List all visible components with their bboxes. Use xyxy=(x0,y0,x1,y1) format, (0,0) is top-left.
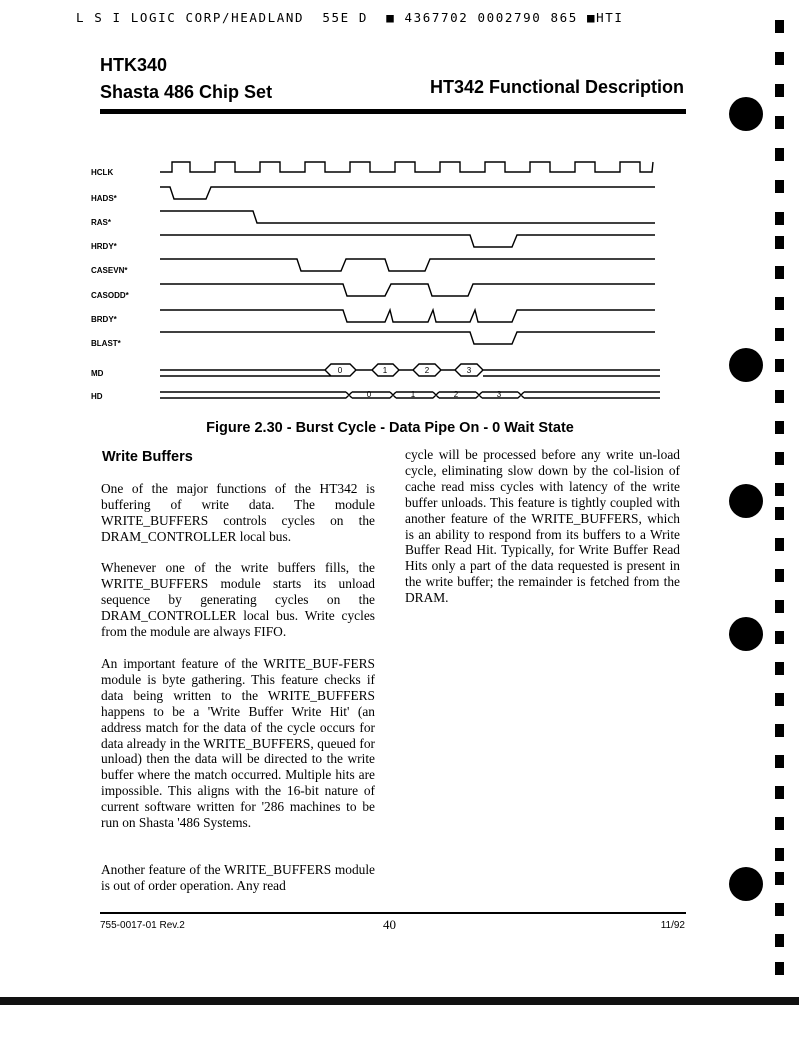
waveform-casodd xyxy=(160,284,655,296)
paragraph-1: One of the major functions of the HT342 is buffering of write data. The module WRITE_BUFFERS controls cycles on the DRAM_CONTROLLER local bus. xyxy=(101,481,375,544)
waveform-blast xyxy=(160,332,655,344)
signal-label-ras: RAS* xyxy=(91,218,112,227)
figure-caption: Figure 2.30 - Burst Cycle - Data Pipe On - 0 Wait State xyxy=(206,420,574,436)
timing-waveforms xyxy=(0,0,799,420)
signal-label-hads: HADS* xyxy=(91,194,117,203)
margin-mark xyxy=(775,180,784,193)
margin-mark xyxy=(775,600,784,613)
binder-hole xyxy=(729,617,763,651)
margin-mark xyxy=(775,483,784,496)
footer-date: 11/92 xyxy=(660,920,685,931)
margin-mark xyxy=(775,390,784,403)
margin-mark xyxy=(775,452,784,465)
hd-value-3: 3 xyxy=(496,390,502,399)
margin-mark xyxy=(775,212,784,225)
signal-label-hd: HD xyxy=(91,392,103,401)
margin-mark xyxy=(775,848,784,861)
page-number: 40 xyxy=(383,917,396,932)
margin-mark xyxy=(775,328,784,341)
margin-mark xyxy=(775,148,784,161)
signal-label-hclk: HCLK xyxy=(91,168,114,177)
signal-label-blast: BLAST* xyxy=(91,339,121,348)
margin-mark xyxy=(775,266,784,279)
waveform-brdy xyxy=(160,310,655,322)
paragraph-4: Another feature of the WRITE_BUFFERS module is out of order operation. Any read xyxy=(101,862,375,893)
margin-mark xyxy=(775,421,784,434)
margin-mark xyxy=(775,903,784,916)
binder-hole xyxy=(729,867,763,901)
binder-hole xyxy=(729,97,763,131)
margin-mark xyxy=(775,934,784,947)
margin-mark xyxy=(775,786,784,799)
signal-label-md: MD xyxy=(91,369,104,378)
product-title: Shasta 486 Chip Set xyxy=(100,82,273,102)
waveform-hrdy xyxy=(160,235,655,247)
margin-mark xyxy=(775,359,784,372)
footer-rule xyxy=(100,912,686,914)
binder-hole xyxy=(729,484,763,518)
signal-label-casodd: CASODD* xyxy=(91,291,129,300)
waveform-hads xyxy=(160,187,655,199)
margin-mark xyxy=(775,507,784,520)
margin-mark xyxy=(775,84,784,97)
timing-diagram xyxy=(0,0,799,420)
margin-mark xyxy=(775,52,784,65)
md-value-2: 2 xyxy=(424,366,430,375)
margin-mark xyxy=(775,817,784,830)
waveform-casevn xyxy=(160,259,655,271)
scan-bottom-bar xyxy=(0,997,799,1005)
margin-mark xyxy=(775,662,784,675)
margin-mark xyxy=(775,116,784,129)
section-title: HT342 Functional Description xyxy=(429,77,684,97)
paragraph-5: cycle will be processed before any write un-load cycle, eliminating slow down by the col-lision of cache read miss cycles with latency of the write buffer unloads. This feature is tightly coupled with another feature of the WRITE_BUFFERS, which is an ability to respond from its buffers to a Write Buffer Read Hit. Typically, for Write Buffer Read Hits only a part of the data requested is present in the write buffer; the remainder is fetched from the DRAM. xyxy=(405,447,680,606)
md-value-3: 3 xyxy=(466,366,472,375)
scan-header-line: L S I LOGIC CORP/HEADLAND 55E D ■ 4367702 0002790 865 ■HTI xyxy=(76,10,624,25)
paragraph-3: An important feature of the WRITE_BUF-FERS module is byte gathering. This feature checks if data being written to the WRITE_BUFFERS happens to be a 'Write Buffer Write Hit' (an address match for the data of the cycle occurs for data already in the WRITE_BUFFERS, queued for unload) then the data will be directed to the write buffer where the match occurred. Multiple hits are impossible. This aligns with the 16-bit nature of current software written for '286 machines to be run on Shasta '486 Systems. xyxy=(101,656,375,831)
margin-mark xyxy=(775,297,784,310)
signal-label-brdy: BRDY* xyxy=(91,315,117,324)
margin-mark xyxy=(775,631,784,644)
binder-hole xyxy=(729,348,763,382)
margin-mark xyxy=(775,20,784,33)
hd-value-1: 1 xyxy=(410,390,416,399)
margin-mark xyxy=(775,872,784,885)
hd-value-2: 2 xyxy=(453,390,459,399)
margin-mark xyxy=(775,569,784,582)
signal-label-hrdy: HRDY* xyxy=(91,242,117,251)
md-value-0: 0 xyxy=(337,366,343,375)
margin-mark xyxy=(775,724,784,737)
waveform-ras xyxy=(160,211,655,223)
doc-number: 755-0017-01 Rev.2 xyxy=(100,920,185,931)
signal-label-casevn: CASEVN* xyxy=(91,266,128,275)
waveform-hclk xyxy=(160,162,653,172)
paragraph-2: Whenever one of the write buffers fills, the WRITE_BUFFERS module starts its unload sequence by generating cycles on the DRAM_CONTROLLER local bus. Write cycles from the module are always FIFO. xyxy=(101,560,375,639)
margin-mark xyxy=(775,538,784,551)
doc-id: HTK340 xyxy=(100,55,168,75)
margin-mark xyxy=(775,962,784,975)
margin-mark xyxy=(775,236,784,249)
waveform-md xyxy=(160,364,660,376)
section-heading: Write Buffers xyxy=(102,449,193,465)
margin-mark xyxy=(775,755,784,768)
md-value-1: 1 xyxy=(382,366,388,375)
margin-mark xyxy=(775,693,784,706)
hd-value-0: 0 xyxy=(366,390,372,399)
